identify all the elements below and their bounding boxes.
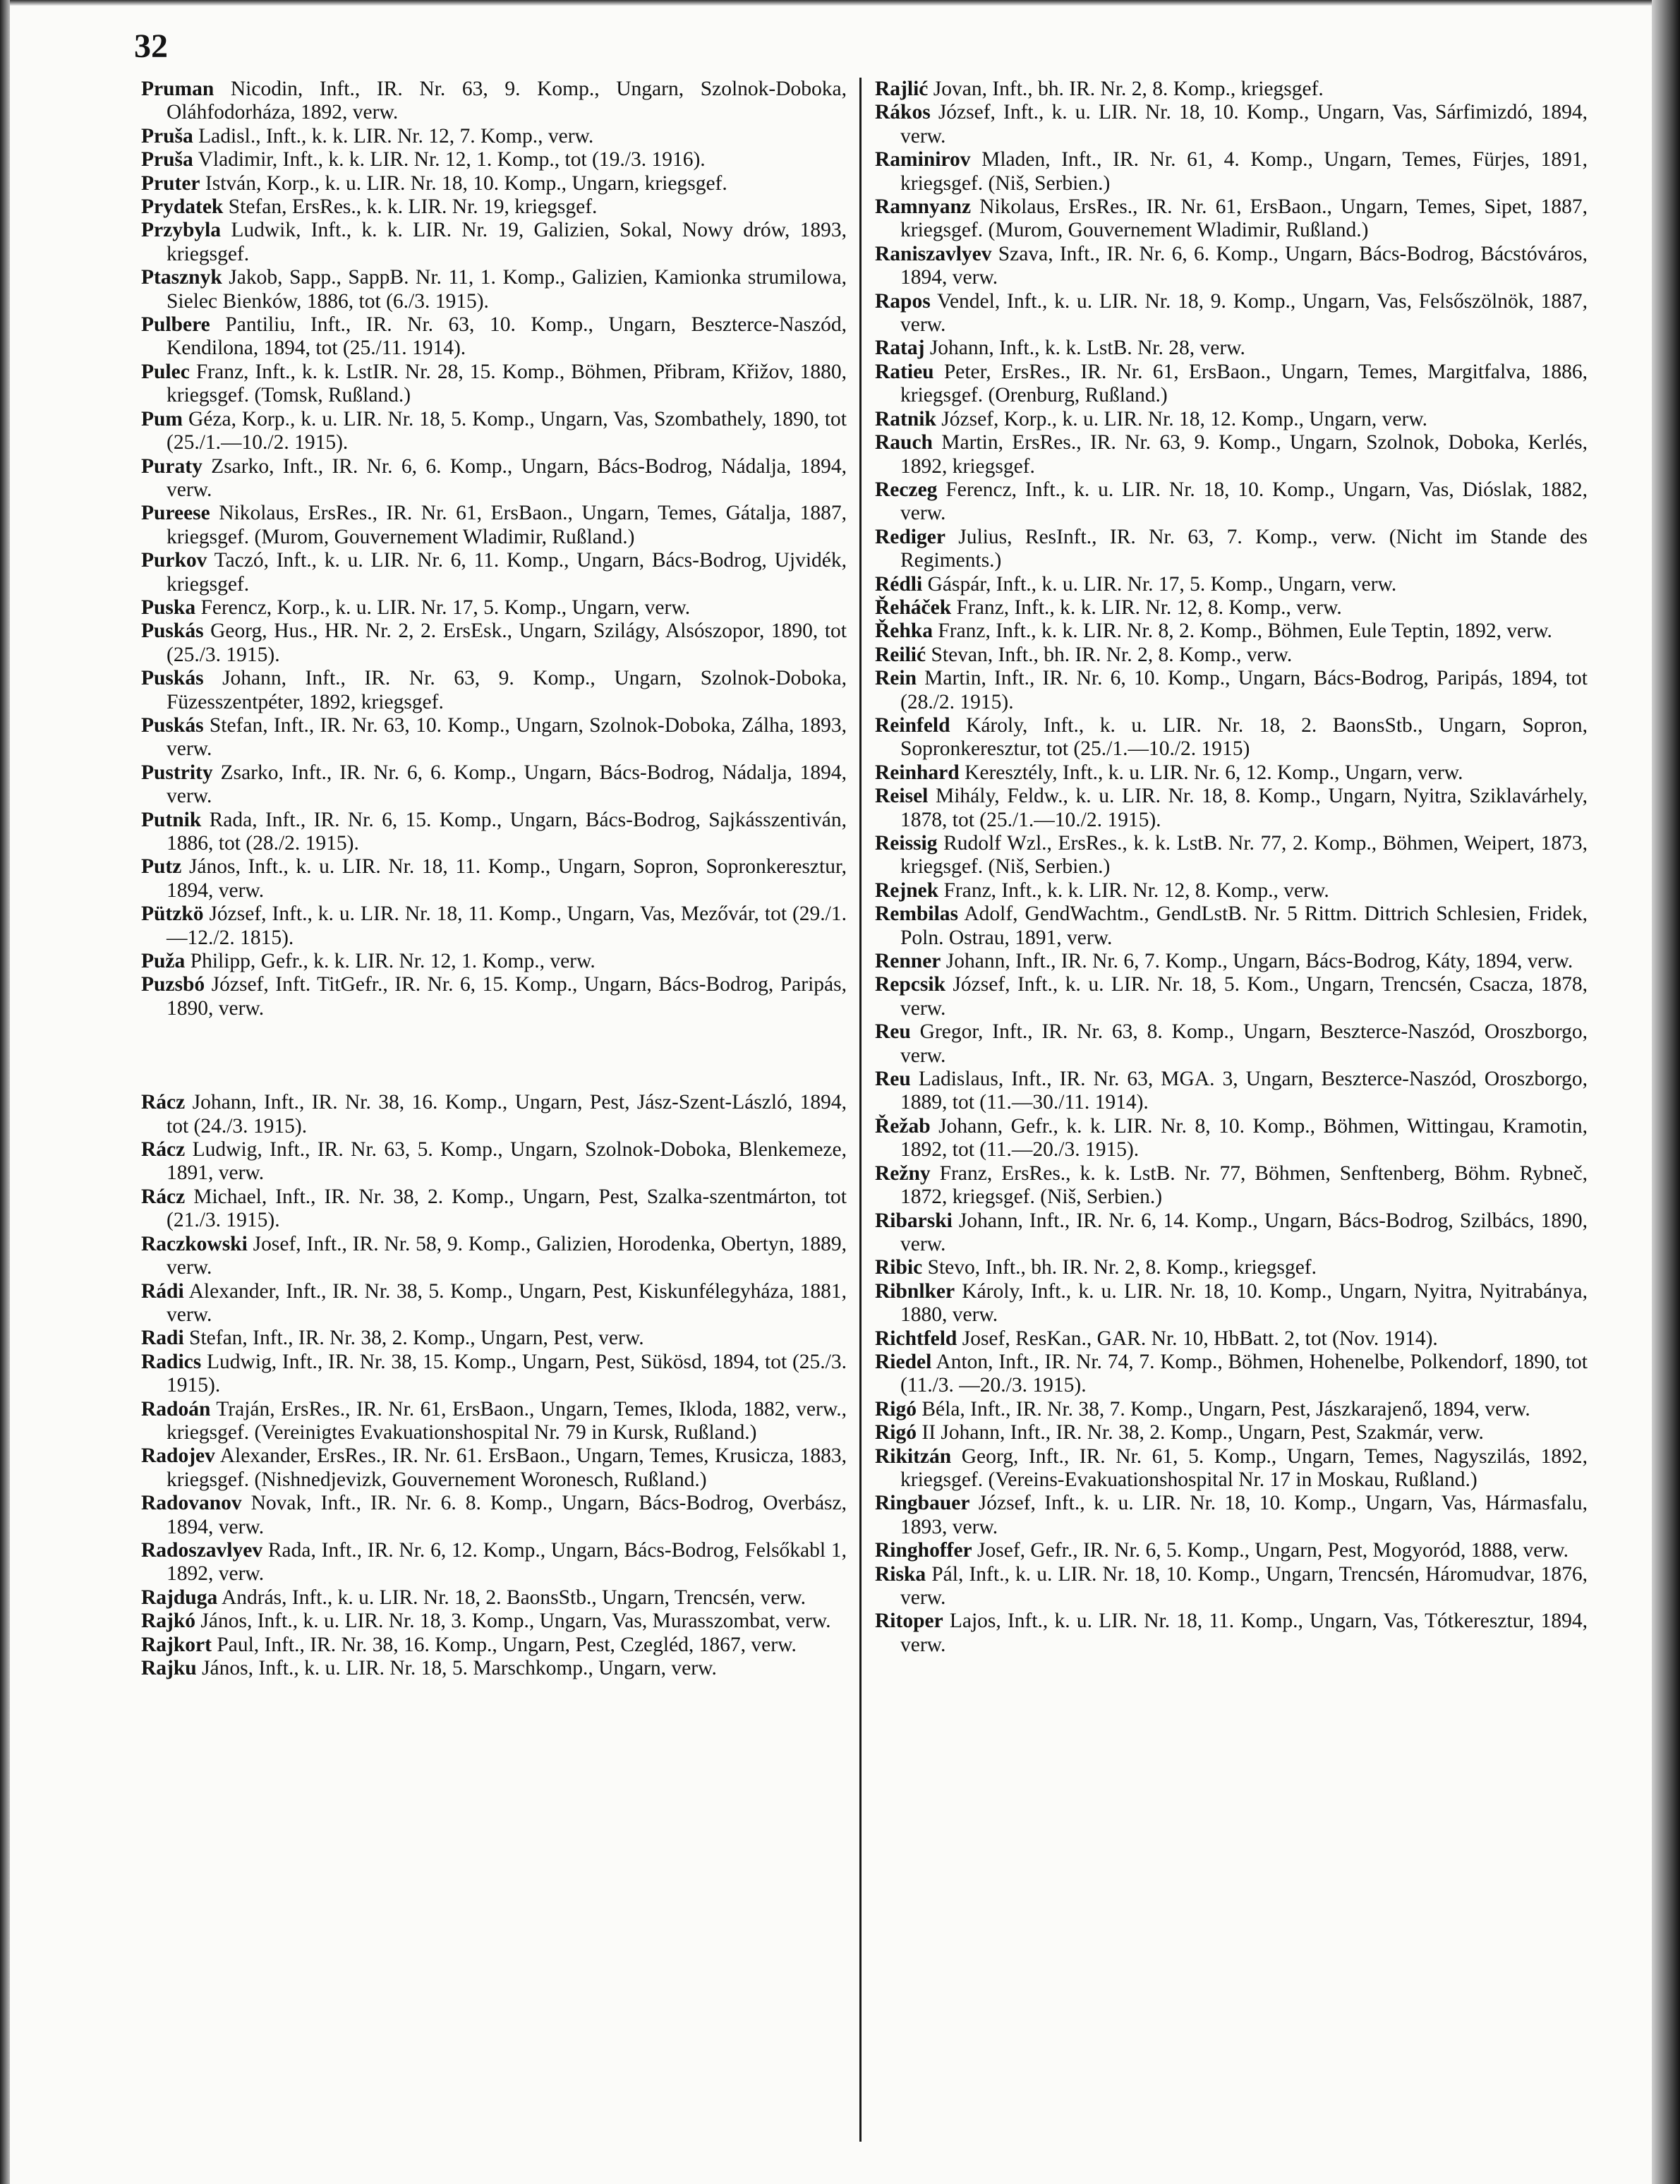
entry-details: Stefan, ErsRes., k. k. LIR. Nr. 19, kriegsgef. xyxy=(223,195,598,219)
entry-details: Géza, Korp., k. u. LIR. Nr. 18, 5. Komp., Ungarn, Vas, Szombathely, 1890, tot (25./1.—10./2. 1915). xyxy=(167,407,847,454)
entry-surname: Reu xyxy=(875,1020,911,1044)
entry-surname: Reu xyxy=(875,1068,911,1091)
list-entry xyxy=(875,1115,1588,1162)
entry-surname: Rein xyxy=(875,667,917,690)
list-entry xyxy=(875,78,1588,101)
entry-details: Novak, Inft., IR. Nr. 6. 8. Komp., Ungarn, Bács-Bodrog, Overbász, 1894, verw. xyxy=(167,1492,847,1538)
list-entry xyxy=(875,596,1588,620)
list-entry xyxy=(875,620,1588,643)
entry-details: Ludwik, Inft., k. k. LIR. Nr. 19, Galizien, Sokal, Nowy drów, 1893, kriegsgef. xyxy=(167,219,847,265)
entry-details: Stefan, Inft., IR. Nr. 63, 10. Komp., Ungarn, Szolnok-Doboka, Zálha, 1893, verw. xyxy=(167,713,847,761)
list-entry xyxy=(875,431,1588,478)
entry-surname: Rajduga xyxy=(141,1586,218,1609)
list-entry xyxy=(875,195,1588,243)
entry-surname: Puraty xyxy=(141,454,203,478)
entry-surname: Rataj xyxy=(875,337,925,360)
list-entry xyxy=(141,148,847,171)
entry-surname: Pureese xyxy=(141,502,210,525)
list-entry xyxy=(141,1539,847,1586)
entry-surname: Ritoper xyxy=(875,1610,943,1633)
list-entry xyxy=(141,950,847,973)
list-entry xyxy=(875,101,1588,148)
list-entry xyxy=(875,1162,1588,1209)
list-entry xyxy=(141,313,847,361)
list-entry xyxy=(875,644,1588,667)
entry-surname: Rácz xyxy=(141,1138,186,1162)
entry-surname: Rédli xyxy=(875,572,923,596)
entry-surname: Reinhard xyxy=(875,761,960,784)
entry-details: Károly, Inft., k. u. LIR. Nr. 18, 10. Komp., Ungarn, Nyitra, Nyitrabánya, 1880, verw. xyxy=(900,1279,1588,1327)
entry-surname: Rejnek xyxy=(875,879,939,902)
entry-details: Ladisl., Inft., k. k. LIR. Nr. 12, 7. Komp., verw. xyxy=(193,124,594,147)
list-entry xyxy=(141,1185,847,1233)
entry-surname: Reilić xyxy=(875,643,926,666)
list-entry xyxy=(875,714,1588,761)
entry-details: Rada, Inft., IR. Nr. 6, 12. Komp., Ungarn, Bács-Bodrog, Felsőkabl 1, 1892, verw. xyxy=(167,1538,847,1586)
entry-surname: Putz xyxy=(141,855,182,879)
list-entry xyxy=(141,714,847,761)
entry-details: Zsarko, Inft., IR. Nr. 6, 6. Komp., Ungarn, Bács-Bodrog, Nádalja, 1894, verw. xyxy=(167,454,847,501)
list-entry xyxy=(141,809,847,856)
entry-details: Johann, Inft., IR. Nr. 6, 14. Komp., Ungarn, Bács-Bodrog, Szilbács, 1890, verw. xyxy=(900,1209,1588,1255)
entry-surname: Rákos xyxy=(875,101,931,124)
list-entry xyxy=(875,879,1588,903)
entry-surname: Reisel xyxy=(875,785,929,808)
entry-surname: Řežab xyxy=(875,1114,931,1138)
list-entry xyxy=(875,1280,1588,1327)
list-entry xyxy=(875,1327,1588,1351)
list-entry xyxy=(875,950,1588,973)
list-entry xyxy=(141,125,847,148)
list-entry xyxy=(141,855,847,903)
entry-details: Károly, Inft., k. u. LIR. Nr. 18, 2. BaonsStb., Ungarn, Sopron, Sopronkeresztur, tot (25./1.—10./2. 1915) xyxy=(900,713,1588,761)
entry-details: Johann, Inft., IR. Nr. 38, 16. Komp., Ungarn, Pest, Jász-Szent-László, 1894, tot (24./3. 1915). xyxy=(167,1091,847,1138)
entry-surname: Reczeg xyxy=(875,478,938,501)
list-entry xyxy=(141,1280,847,1327)
entry-surname: Puskás xyxy=(141,620,204,643)
entry-surname: Pruter xyxy=(141,171,200,195)
entry-details: József, Inft., k. u. LIR. Nr. 18, 10. Komp., Ungarn, Vas, Hármasfalu, 1893, verw. xyxy=(900,1492,1588,1538)
entry-details: Johann, Inft., IR. Nr. 63, 9. Komp., Ungarn, Szolnok-Doboka, Füzesszentpéter, 1892, kriegsgef. xyxy=(167,667,847,713)
entry-details: Ladislaus, Inft., IR. Nr. 63, MGA. 3, Ungarn, Beszterce-Naszód, Oroszborgo, 1889, tot (11.—30./11. 1914). xyxy=(900,1068,1588,1114)
entry-surname: Pustrity xyxy=(141,761,213,784)
entry-details: Johann, Inft., IR. Nr. 6, 7. Komp., Ungarn, Bács-Bodrog, Káty, 1894, verw. xyxy=(941,950,1573,973)
entry-details: Nikolaus, ErsRes., IR. Nr. 61, ErsBaon., Ungarn, Temes, Gátalja, 1887, kriegsgef. (Murom, Gouvernement Wladimir, Rußland.) xyxy=(167,502,847,548)
entry-details: Josef, ResKan., GAR. Nr. 10, HbBatt. 2, tot (Nov. 1914). xyxy=(957,1327,1438,1350)
entry-details: Julius, ResInft., IR. Nr. 63, 7. Komp., verw. (Nicht im Stande des Regiments.) xyxy=(900,525,1588,572)
entry-details: József, Korp., k. u. LIR. Nr. 18, 12. Komp., Ungarn, verw. xyxy=(936,407,1428,430)
entry-details: József, Inft., k. u. LIR. Nr. 18, 11. Komp., Ungarn, Vas, Mezővár, tot (29./1.—12./2. 1815). xyxy=(167,903,847,949)
entry-details: Rudolf Wzl., ErsRes., k. k. LstB. Nr. 77, 2. Komp., Böhmen, Weipert, 1873, kriegsgef. (Niš, Serbien.) xyxy=(900,832,1588,879)
entry-surname: Reinfeld xyxy=(875,713,950,737)
entry-details: Mladen, Inft., IR. Nr. 61, 4. Komp., Ungarn, Temes, Fürjes, 1891, kriegsgef. (Niš, Serbien.) xyxy=(900,148,1588,195)
entry-surname: Raczkowski xyxy=(141,1232,248,1255)
entry-surname: Richtfeld xyxy=(875,1327,957,1350)
entry-surname: Puska xyxy=(141,596,196,619)
list-entry xyxy=(141,903,847,950)
entry-surname: Rapos xyxy=(875,289,931,313)
entry-surname: Ratieu xyxy=(875,360,934,383)
entry-surname: Puzsbó xyxy=(141,973,205,996)
list-entry xyxy=(141,1610,847,1633)
entry-details: II Johann, Inft., IR. Nr. 38, 2. Komp., Ungarn, Pest, Szakmár, verw. xyxy=(917,1421,1484,1444)
entry-surname: Rigó xyxy=(875,1397,917,1420)
list-entry xyxy=(141,620,847,667)
left-column xyxy=(141,78,847,1680)
entry-surname: Ribarski xyxy=(875,1209,953,1232)
entry-details: Ludwig, Inft., IR. Nr. 63, 5. Komp., Ungarn, Szolnok-Doboka, Blenkemeze, 1891, verw. xyxy=(167,1138,847,1185)
entry-surname: Ringhoffer xyxy=(875,1539,972,1562)
entry-details: Pantiliu, Inft., IR. Nr. 63, 10. Komp., Ungarn, Beszterce-Naszód, Kendilona, 1894, tot (25./11. 1914). xyxy=(167,313,847,360)
entry-details: József, Inft., k. u. LIR. Nr. 18, 5. Kom., Ungarn, Trencsén, Csacza, 1878, verw. xyxy=(900,973,1588,1020)
entry-details: Lajos, Inft., k. u. LIR. Nr. 18, 11. Komp., Ungarn, Vas, Tótkeresztur, 1894, verw. xyxy=(900,1610,1588,1656)
list-entry xyxy=(875,408,1588,431)
entry-surname: Purkov xyxy=(141,549,207,572)
entry-surname: Rajkort xyxy=(141,1633,212,1656)
list-entry xyxy=(875,573,1588,596)
entry-surname: Radics xyxy=(141,1350,202,1373)
entry-surname: Radovanov xyxy=(141,1492,242,1515)
entry-details: Zsarko, Inft., IR. Nr. 6, 6. Komp., Ungarn, Bács-Bodrog, Nádalja, 1894, verw. xyxy=(167,761,847,808)
list-entry xyxy=(875,1610,1588,1657)
entry-surname: Ratnik xyxy=(875,407,936,430)
list-entry xyxy=(141,761,847,809)
entry-details: Martin, Inft., IR. Nr. 6, 10. Komp., Ungarn, Bács-Bodrog, Paripás, 1894, tot (28./2. 1915). xyxy=(900,667,1588,713)
entry-details: Ferencz, Inft., k. u. LIR. Nr. 18, 10. Komp., Ungarn, Vas, Dióslak, 1882, verw. xyxy=(900,478,1588,525)
entry-details: Szava, Inft., IR. Nr. 6, 6. Komp., Ungarn, Bács-Bodrog, Bácstóváros, 1894, verw. xyxy=(900,242,1588,289)
list-entry xyxy=(141,195,847,219)
entry-surname: Repcsik xyxy=(875,973,945,996)
entry-details: Martin, ErsRes., IR. Nr. 63, 9. Komp., Ungarn, Szolnok, Doboka, Kerlés, 1892, kriegsgef. xyxy=(900,431,1588,478)
list-entry xyxy=(875,1445,1588,1492)
list-entry xyxy=(141,361,847,408)
entry-details: Vendel, Inft., k. u. LIR. Nr. 18, 9. Komp., Ungarn, Vas, Felsőszölnök, 1887, verw. xyxy=(900,289,1588,337)
entry-surname: Ptasznyk xyxy=(141,266,222,289)
entry-details: Taczó, Inft., k. u. LIR. Nr. 6, 11. Komp., Ungarn, Bács-Bodrog, Ujvidék, kriegsgef. xyxy=(167,549,847,596)
entry-details: Ferencz, Korp., k. u. LIR. Nr. 17, 5. Komp., Ungarn, verw. xyxy=(195,596,691,619)
entry-details: Jovan, Inft., bh. IR. Nr. 2, 8. Komp., kriegsgef. xyxy=(928,78,1324,100)
list-entry xyxy=(875,761,1588,785)
entry-details: István, Korp., k. u. LIR. Nr. 18, 10. Komp., Ungarn, kriegsgef. xyxy=(200,171,727,195)
entry-details: Franz, ErsRes., k. k. LstB. Nr. 77, Böhmen, Senftenberg, Böhm. Rybneč, 1872, kriegsgef. (Niš, Serbien.) xyxy=(900,1162,1588,1209)
entry-details: Keresztély, Inft., k. u. LIR. Nr. 6, 12. Komp., Ungarn, verw. xyxy=(959,761,1463,784)
entry-surname: Puskás xyxy=(141,713,204,737)
scan-edge-top xyxy=(0,0,1680,6)
list-entry xyxy=(875,903,1588,950)
list-entry xyxy=(141,973,847,1020)
list-entry xyxy=(875,148,1588,195)
entry-details: Paul, Inft., IR. Nr. 38, 16. Komp., Ungarn, Pest, Czegléd, 1867, verw. xyxy=(211,1633,797,1656)
entry-details: Alexander, Inft., IR. Nr. 38, 5. Komp., Ungarn, Pest, Kiskunfélegyháza, 1881, verw. xyxy=(167,1279,847,1326)
list-entry xyxy=(875,478,1588,526)
right-column xyxy=(875,78,1588,1657)
entry-surname: Puskás xyxy=(141,667,204,690)
entry-surname: Przybyla xyxy=(141,219,222,242)
entry-surname: Rácz xyxy=(141,1185,186,1208)
entry-surname: Pruman xyxy=(141,78,214,100)
entry-details: Johann, Inft., k. k. LstB. Nr. 28, verw. xyxy=(924,337,1245,360)
entry-details: Ludwig, Inft., IR. Nr. 38, 15. Komp., Ungarn, Pest, Sükösd, 1894, tot (25./3. 1915). xyxy=(167,1350,847,1397)
entry-details: Josef, Gefr., IR. Nr. 6, 5. Komp., Ungarn, Pest, Mogyoród, 1888, verw. xyxy=(972,1539,1569,1562)
entry-surname: Radoán xyxy=(141,1397,211,1420)
list-entry xyxy=(141,172,847,195)
list-entry xyxy=(141,1351,847,1398)
entry-surname: Pruša xyxy=(141,148,193,171)
entry-details: Stefan, Inft., IR. Nr. 38, 2. Komp., Ungarn, Pest, verw. xyxy=(183,1327,644,1350)
list-entry xyxy=(875,1492,1588,1539)
list-entry xyxy=(875,337,1588,360)
entry-details: Traján, ErsRes., IR. Nr. 61, ErsBaon., Ungarn, Temes, Ikloda, 1882, verw., kriegsgef. (Vereinigtes Evakuationshospital Nr. 79 in Kursk, Rußland.) xyxy=(167,1397,847,1444)
entry-details: Gáspár, Inft., k. u. LIR. Nr. 17, 5. Komp., Ungarn, verw. xyxy=(922,572,1397,596)
entry-details: Josef, Inft., IR. Nr. 58, 9. Komp., Galizien, Horodenka, Obertyn, 1889, verw. xyxy=(167,1232,847,1279)
entry-details: Vladimir, Inft., k. k. LIR. Nr. 12, 1. Komp., tot (19./3. 1916). xyxy=(193,148,706,171)
entry-surname: Radi xyxy=(141,1327,184,1350)
list-entry xyxy=(875,1020,1588,1068)
list-entry xyxy=(875,1209,1588,1257)
entry-details: Pál, Inft., k. u. LIR. Nr. 18, 10. Komp., Ungarn, Trencsén, Háromudvar, 1876, verw. xyxy=(900,1562,1588,1609)
entry-surname: Rigó xyxy=(875,1421,917,1444)
entry-surname: Renner xyxy=(875,950,941,973)
entry-surname: Putnik xyxy=(141,808,202,831)
entry-surname: Režny xyxy=(875,1162,931,1185)
list-entry xyxy=(875,526,1588,573)
entry-surname: Rajku xyxy=(141,1657,197,1679)
scan-edge-right xyxy=(1652,0,1680,2184)
entry-surname: Riska xyxy=(875,1562,926,1586)
entry-surname: Rediger xyxy=(875,525,945,548)
entry-details: Jakob, Sapp., SappB. Nr. 11, 1. Komp., Galizien, Kamionka strumilowa, Sielec Bienków, 1886, tot (6./3. 1915). xyxy=(167,266,847,313)
entry-details: Alexander, ErsRes., IR. Nr. 61. ErsBaon., Ungarn, Temes, Krusicza, 1883, kriegsgef. (Nishnedjevizk, Gouvernement Woronesch, Rußland.) xyxy=(167,1444,847,1491)
list-entry xyxy=(141,1138,847,1185)
scan-edge-left xyxy=(0,0,10,2184)
entry-surname: Rikitzán xyxy=(875,1444,952,1468)
entry-details: Mihály, Feldw., k. u. LIR. Nr. 18, 8. Komp., Ungarn, Nyitra, Sziklavárhely, 1878, tot (25./1.—10./2. 1915). xyxy=(900,785,1588,831)
entry-details: Anton, Inft., IR. Nr. 74, 7. Komp., Böhmen, Hohenelbe, Polkendorf, 1890, tot (11./3. —20./3. 1915). xyxy=(900,1350,1588,1397)
entry-details: Gregor, Inft., IR. Nr. 63, 8. Komp., Ungarn, Beszterce-Naszód, Oroszborgo, verw. xyxy=(900,1020,1588,1067)
list-entry xyxy=(875,1398,1588,1421)
list-entry xyxy=(875,1563,1588,1610)
entry-surname: Pum xyxy=(141,407,183,430)
entry-details: János, Inft., k. u. LIR. Nr. 18, 5. Marschkomp., Ungarn, verw. xyxy=(196,1657,717,1679)
entry-details: József, Inft. TitGefr., IR. Nr. 6, 15. Komp., Ungarn, Bács-Bodrog, Paripás, 1890, verw. xyxy=(167,973,847,1020)
entry-surname: Pulec xyxy=(141,360,190,383)
entry-surname: Pützkö xyxy=(141,903,204,926)
entry-surname: Raniszavlyev xyxy=(875,242,992,265)
list-entry xyxy=(141,1398,847,1445)
entry-details: Peter, ErsRes., IR. Nr. 61, ErsBaon., Ungarn, Temes, Margitfalva, 1886, kriegsgef. (Orenburg, Rußland.) xyxy=(900,360,1588,407)
list-entry xyxy=(875,973,1588,1020)
entry-details: János, Inft., k. u. LIR. Nr. 18, 3. Komp., Ungarn, Vas, Murasszombat, verw. xyxy=(195,1610,831,1633)
entry-details: Stevan, Inft., bh. IR. Nr. 2, 8. Komp., verw. xyxy=(926,643,1293,666)
entry-surname: Rajkó xyxy=(141,1610,196,1633)
list-entry xyxy=(875,1421,1588,1444)
list-entry xyxy=(875,1539,1588,1562)
list-entry xyxy=(141,1091,847,1138)
entry-details: Franz, Inft., k. k. LstIR. Nr. 28, 15. Komp., Böhmen, Přibram, Křižov, 1880, kriegsgef. (Tomsk, Rußland.) xyxy=(167,360,847,407)
list-entry xyxy=(141,667,847,714)
list-entry xyxy=(141,1657,847,1680)
entry-surname: Riedel xyxy=(875,1350,932,1373)
entry-details: Franz, Inft., k. k. LIR. Nr. 12, 8. Komp., verw. xyxy=(938,879,1329,902)
list-entry xyxy=(141,1586,847,1610)
entry-surname: Řehka xyxy=(875,620,933,643)
entry-surname: Ribic xyxy=(875,1256,923,1279)
list-entry xyxy=(875,290,1588,337)
entry-details: Franz, Inft., k. k. LIR. Nr. 8, 2. Komp., Böhmen, Eule Teptin, 1892, verw. xyxy=(932,620,1552,643)
entry-surname: Ringbauer xyxy=(875,1492,970,1515)
entry-details: Rada, Inft., IR. Nr. 6, 15. Komp., Ungarn, Bács-Bodrog, Sajkásszentiván, 1886, tot (28./2. 1915). xyxy=(167,808,847,855)
list-entry xyxy=(141,1492,847,1539)
entry-details: András, Inft., k. u. LIR. Nr. 18, 2. BaonsStb., Ungarn, Trencsén, verw. xyxy=(217,1586,806,1609)
entry-details: Nicodin, Inft., IR. Nr. 63, 9. Komp., Ungarn, Szolnok-Doboka, Oláhfodorháza, 1892, verw. xyxy=(167,78,847,124)
entry-details: Stevo, Inft., bh. IR. Nr. 2, 8. Komp., kriegsgef. xyxy=(922,1256,1317,1279)
list-entry xyxy=(141,1634,847,1657)
entry-details: Adolf, GendWachtm., GendLstB. Nr. 5 Rittm. Dittrich Schlesien, Fridek, Poln. Ostrau, 1891, verw. xyxy=(900,903,1588,949)
entry-surname: Radoszavlyev xyxy=(141,1538,263,1562)
entry-details: Johann, Gefr., k. k. LIR. Nr. 8, 10. Komp., Böhmen, Wittingau, Kramotin, 1892, tot (11.—20./3. 1915). xyxy=(900,1114,1588,1162)
list-entry xyxy=(141,1444,847,1492)
entry-details: József, Inft., k. u. LIR. Nr. 18, 10. Komp., Ungarn, Vas, Sárfimizdó, 1894, verw. xyxy=(900,101,1588,147)
entry-surname: Prydatek xyxy=(141,195,224,219)
entry-surname: Rádi xyxy=(141,1279,184,1303)
list-entry xyxy=(141,455,847,502)
entry-details: Georg, Hus., HR. Nr. 2, 2. ErsEsk., Ungarn, Szilágy, Alsószopor, 1890, tot (25./3. 1915). xyxy=(167,620,847,666)
list-entry xyxy=(141,1327,847,1350)
entry-surname: Ramnyanz xyxy=(875,195,972,219)
list-entry xyxy=(875,1351,1588,1398)
list-entry xyxy=(141,408,847,455)
list-entry xyxy=(875,785,1588,832)
entry-surname: Raminirov xyxy=(875,148,971,171)
section-gap xyxy=(141,1020,847,1091)
list-entry xyxy=(141,502,847,549)
list-entry xyxy=(875,361,1588,408)
list-entry xyxy=(141,1233,847,1280)
list-entry xyxy=(875,832,1588,879)
list-entry xyxy=(141,219,847,266)
entry-details: Béla, Inft., IR. Nr. 38, 7. Komp., Ungarn, Pest, Jászkarajenő, 1894, verw. xyxy=(917,1397,1530,1420)
column-divider xyxy=(859,78,862,2142)
entry-details: Franz, Inft., k. k. LIR. Nr. 12, 8. Komp., verw. xyxy=(951,596,1342,619)
entry-surname: Pruša xyxy=(141,124,193,147)
list-entry xyxy=(875,1256,1588,1279)
entry-surname: Pulbere xyxy=(141,313,210,337)
entry-details: Michael, Inft., IR. Nr. 38, 2. Komp., Ungarn, Pest, Szalka-szentmárton, tot (21./3. 1915). xyxy=(167,1185,847,1232)
entry-surname: Puža xyxy=(141,950,186,973)
entry-details: Philipp, Gefr., k. k. LIR. Nr. 12, 1. Komp., verw. xyxy=(185,950,596,973)
entry-surname: Radojev xyxy=(141,1444,215,1468)
list-entry xyxy=(875,667,1588,714)
list-entry xyxy=(875,243,1588,290)
entry-surname: Reissig xyxy=(875,832,938,855)
entry-details: Georg, Inft., IR. Nr. 61, 5. Komp., Ungarn, Temes, Nagyszilás, 1892, kriegsgef. (Vereins-Evakuationshospital Nr. 17 in Moskau, Rußland.) xyxy=(900,1444,1588,1491)
page-number: 32 xyxy=(134,28,168,65)
entry-surname: Řeháček xyxy=(875,596,952,619)
list-entry xyxy=(875,1068,1588,1115)
entry-surname: Rácz xyxy=(141,1091,186,1114)
entry-surname: Ribnlker xyxy=(875,1279,955,1303)
list-entry xyxy=(141,266,847,313)
entry-details: Nikolaus, ErsRes., IR. Nr. 61, ErsBaon., Ungarn, Temes, Sipet, 1887, kriegsgef. (Murom, Gouvernement Wladimir, Rußland.) xyxy=(900,195,1588,242)
entry-details: János, Inft., k. u. LIR. Nr. 18, 11. Komp., Ungarn, Sopron, Sopronkeresztur, 1894, verw. xyxy=(167,855,847,902)
entry-surname: Rauch xyxy=(875,431,933,454)
list-entry xyxy=(141,78,847,125)
entry-surname: Rembilas xyxy=(875,903,958,926)
list-entry xyxy=(141,549,847,596)
list-entry xyxy=(141,596,847,620)
entry-surname: Rajlić xyxy=(875,78,929,100)
